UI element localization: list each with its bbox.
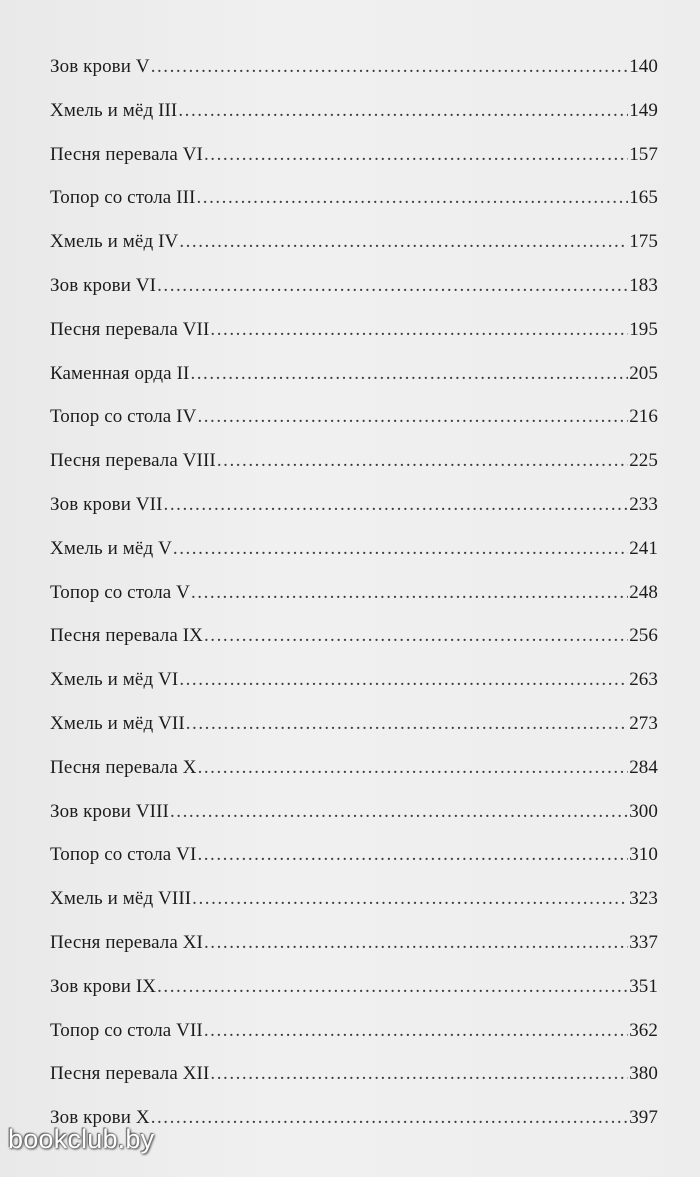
toc-entry-page-number: 337 — [629, 931, 658, 953]
toc-entry — [50, 450, 658, 494]
toc-entry-page-number: 165 — [629, 187, 658, 209]
toc-entry — [50, 56, 658, 100]
toc-dot-leader — [157, 976, 628, 998]
toc-entry-page-number: 351 — [629, 975, 658, 997]
toc-entry — [50, 1063, 658, 1107]
toc-entry — [50, 538, 658, 582]
watermark-logo: bookclub.by — [8, 1124, 155, 1154]
toc-entry — [50, 582, 658, 626]
toc-entry — [50, 275, 658, 319]
toc-entry — [50, 625, 658, 669]
toc-entry-page-number: 175 — [629, 231, 658, 253]
toc-dot-leader — [204, 144, 628, 166]
toc-entry-title: Песня перевала VII — [50, 318, 210, 340]
toc-entry-page-number: 183 — [629, 274, 658, 296]
toc-entry-page-number: 205 — [629, 362, 658, 384]
toc-dot-leader — [179, 669, 628, 691]
toc-dot-leader — [179, 231, 628, 253]
toc-entry — [50, 976, 658, 1020]
toc-entry-page-number: 284 — [629, 756, 658, 778]
toc-dot-leader — [190, 363, 628, 385]
toc-entry — [50, 187, 658, 231]
toc-entry-title: Топор со стола III — [50, 187, 196, 209]
toc-dot-leader — [170, 801, 628, 823]
toc-entry-title: Хмель и мёд VIII — [50, 888, 192, 910]
toc-entry-title: Зов крови X — [50, 1107, 150, 1129]
toc-entry — [50, 888, 658, 932]
toc-entry-title: Хмель и мёд V — [50, 537, 172, 559]
toc-entry-title: Топор со стола V — [50, 581, 190, 603]
toc-entry-title: Песня перевала IX — [50, 625, 203, 647]
toc-entry-page-number: 225 — [629, 450, 658, 472]
toc-dot-leader — [198, 757, 629, 779]
toc-dot-leader — [197, 844, 628, 866]
toc-entry-title: Песня перевала VIII — [50, 450, 216, 472]
toc-dot-leader — [210, 319, 628, 341]
toc-entry — [50, 144, 658, 188]
toc-entry-title: Зов крови IX — [50, 975, 157, 997]
toc-entry-page-number: 216 — [629, 406, 658, 428]
toc-dot-leader — [164, 494, 629, 516]
toc-entry — [50, 100, 658, 144]
toc-entry-title: Песня перевала XII — [50, 1063, 210, 1085]
toc-dot-leader — [210, 1063, 628, 1085]
toc-entry-title: Топор со стола VII — [50, 1019, 203, 1041]
toc-entry-page-number: 157 — [629, 143, 658, 165]
toc-entry — [50, 363, 658, 407]
toc-entry-page-number: 273 — [629, 712, 658, 734]
toc-entry — [50, 494, 658, 538]
toc-entry-title: Каменная орда II — [50, 362, 190, 384]
toc-entry-page-number: 149 — [629, 99, 658, 121]
toc-entry-title: Хмель и мёд VII — [50, 712, 185, 734]
toc-entry — [50, 231, 658, 275]
toc-entry-title: Зов крови VIII — [50, 800, 169, 822]
toc-entry — [50, 757, 658, 801]
toc-entry-page-number: 323 — [629, 888, 658, 910]
toc-dot-leader — [197, 406, 628, 428]
toc-entry — [50, 319, 658, 363]
toc-dot-leader — [157, 275, 628, 297]
toc-dot-leader — [151, 56, 629, 78]
toc-entry — [50, 1020, 658, 1064]
toc-entry — [50, 801, 658, 845]
toc-dot-leader — [173, 538, 628, 560]
table-of-contents — [50, 56, 658, 1151]
toc-dot-leader — [186, 713, 628, 735]
toc-entry-page-number: 241 — [629, 537, 658, 559]
toc-entry-page-number: 248 — [629, 581, 658, 603]
toc-entry-title: Песня перевала XI — [50, 931, 203, 953]
toc-entry-title: Песня перевала X — [50, 756, 197, 778]
toc-entry-page-number: 397 — [629, 1107, 658, 1129]
toc-dot-leader — [178, 100, 628, 122]
toc-entry-title: Зов крови VII — [50, 493, 163, 515]
toc-entry — [50, 406, 658, 450]
toc-entry-page-number: 256 — [629, 625, 658, 647]
toc-entry-page-number: 233 — [629, 493, 658, 515]
toc-entry-page-number: 300 — [629, 800, 658, 822]
toc-dot-leader — [151, 1107, 629, 1129]
toc-entry-title: Песня перевала VI — [50, 143, 203, 165]
toc-dot-leader — [217, 450, 628, 472]
toc-entry — [50, 844, 658, 888]
toc-dot-leader — [196, 187, 628, 209]
toc-dot-leader — [204, 625, 628, 647]
toc-entry-title: Зов крови V — [50, 56, 150, 77]
toc-dot-leader — [191, 582, 628, 604]
toc-entry-title: Зов крови VI — [50, 274, 157, 296]
toc-entry-page-number: 263 — [629, 669, 658, 691]
toc-entry-title: Топор со стола VI — [50, 844, 197, 866]
toc-entry-title: Топор со стола IV — [50, 406, 197, 428]
toc-entry-title: Хмель и мёд VI — [50, 669, 179, 691]
toc-dot-leader — [192, 888, 628, 910]
toc-entry-page-number: 380 — [629, 1063, 658, 1085]
toc-entry — [50, 932, 658, 976]
toc-entry-page-number: 310 — [629, 844, 658, 866]
toc-entry-page-number: 362 — [629, 1019, 658, 1041]
toc-entry — [50, 669, 658, 713]
toc-entry-title: Хмель и мёд IV — [50, 231, 179, 253]
toc-entry-page-number: 195 — [629, 318, 658, 340]
toc-dot-leader — [204, 932, 628, 954]
toc-entry-page-number: 140 — [629, 56, 658, 77]
toc-entry-title: Хмель и мёд III — [50, 99, 178, 121]
toc-entry — [50, 713, 658, 757]
toc-dot-leader — [204, 1020, 628, 1042]
